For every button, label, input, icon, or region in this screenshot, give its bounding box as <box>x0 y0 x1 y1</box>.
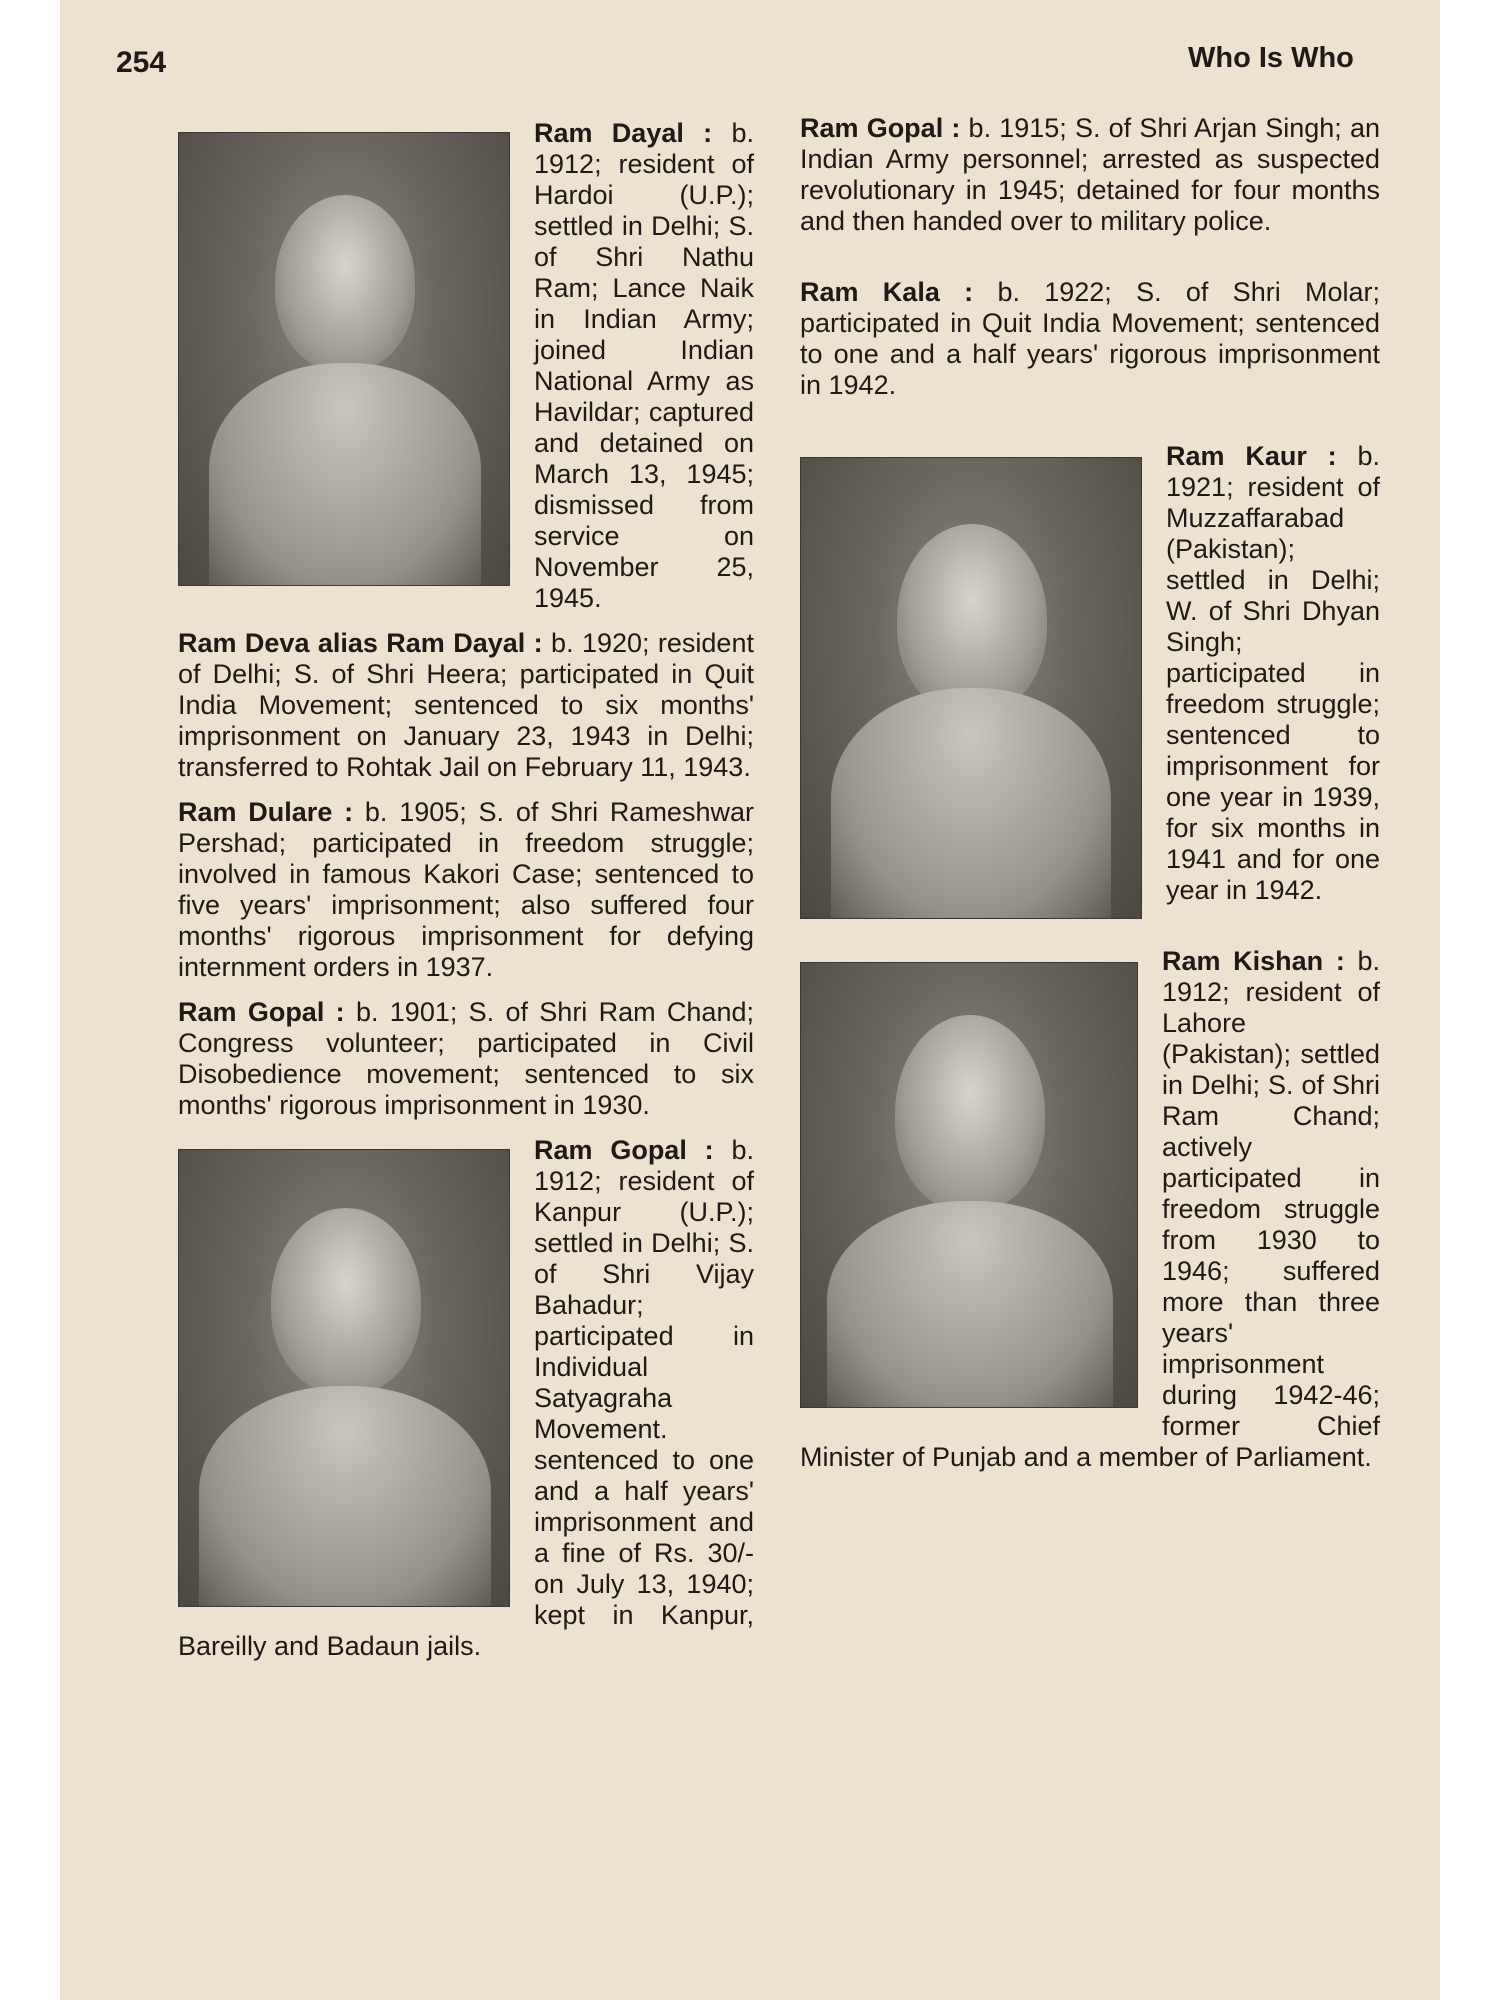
entry-name: Ram Gopal <box>534 1135 687 1165</box>
entry-name: Ram Dayal <box>534 118 684 148</box>
entry-ram-gopal-1912 <box>178 1135 754 1662</box>
entry-text: b. 1901; S. of Shri Ram Chand; Congress volunteer; participated in Civil Disobedience movement; sentenced to six months' rigorous imprisonment in 1930. <box>178 997 754 1120</box>
left-column <box>178 118 754 1662</box>
entry-ram-kaur <box>800 441 1380 906</box>
entry-ram-gopal-1915 <box>800 113 1380 237</box>
portrait-photo-ram-kaur <box>800 457 1142 919</box>
entry-ram-kala <box>800 277 1380 401</box>
running-header: Who Is Who <box>1188 42 1354 74</box>
entry-ram-dayal <box>178 118 754 614</box>
entry-text: b. 1920; resident of Delhi; S. of Shri Heera; participated in Quit India Movement; sentenced to six months' imprisonment on January 23, 1943 in Delhi; transferred to Rohtak Jail on February 11, 1943. <box>178 628 754 782</box>
portrait-head <box>897 524 1047 714</box>
portrait-head <box>895 1015 1045 1211</box>
entry-separator: : <box>704 1135 714 1165</box>
entry-name: Ram Deva alias Ram Dayal <box>178 628 526 658</box>
portrait-photo-ram-kishan <box>800 962 1138 1408</box>
portrait-body <box>831 688 1111 918</box>
entry-text: b. 1912; resident of Hardoi (U.P.); settled in Delhi; S. of Shri Nathu Ram; Lance Naik in Indian Army; joined Indian National Army as Havildar; captured and detained on March 13, 1945; dismissed from service on November 25, 1945. <box>534 118 754 613</box>
entry-separator: : <box>1327 441 1337 471</box>
entry-name: Ram Kaur <box>1166 441 1307 471</box>
portrait-head <box>275 195 415 371</box>
entry-text: b. 1912; resident of Lahore (Pakistan); settled in Delhi; S. of Shri Ram Chand; actively participated in freedom struggle from 1930 to 1946; suffered more than three years' imprisonment during 1942-46; former Chief Minister of Punjab and a member of Parliament. <box>800 946 1380 1472</box>
entry-ram-dulare <box>178 797 754 983</box>
portrait-head <box>271 1208 421 1394</box>
entry-ram-deva <box>178 628 754 783</box>
entry-separator: : <box>703 118 713 148</box>
entry-text: b. 1905; S. of Shri Rameshwar Pershad; participated in freedom struggle; involved in famous Kakori Case; sentenced to five years' imprisonment; also suffered four months' rigorous imprisonment for defying internment orders in 1937. <box>178 797 754 982</box>
entry-separator: : <box>335 997 345 1027</box>
entry-text: b. 1915; S. of Shri Arjan Singh; an Indian Army personnel; arrested as suspected revolutionary in 1945; detained for four months and then handed over to military police. <box>800 113 1380 236</box>
entry-separator: : <box>344 797 354 827</box>
entry-text: b. 1921; resident of Muzzaffarabad (Pakistan); settled in Delhi; W. of Shri Dhyan Singh; participated in freedom struggle; sentenced to imprisonment for one year in 1939, for six months in 1941 and for one year in 1942. <box>1166 441 1380 905</box>
entry-name: Ram Gopal <box>800 113 944 143</box>
entry-name: Ram Gopal <box>178 997 325 1027</box>
page-number: 254 <box>116 46 167 79</box>
entry-name: Ram Kishan <box>1162 946 1324 976</box>
entry-ram-kishan <box>800 946 1380 1473</box>
right-column <box>800 113 1380 1473</box>
entry-name: Ram Kala <box>800 277 940 307</box>
portrait-body <box>199 1386 491 1606</box>
entry-separator: : <box>964 277 974 307</box>
entry-name: Ram Dulare <box>178 797 333 827</box>
entry-text: b. 1912; resident of Kanpur (U.P.); settled in Delhi; S. of Shri Vijay Bahadur; participated in Individual Satyagraha Movement. sentenced to one and a half years' imprisonment and a fine of Rs. 30/- on July 13, 1940; kept in Kanpur, Bareilly and Badaun jails. <box>178 1135 754 1661</box>
portrait-photo-ram-dayal <box>178 132 510 586</box>
entry-text: b. 1922; S. of Shri Molar; participated in Quit India Movement; sentenced to one and a half years' rigorous imprisonment in 1942. <box>800 277 1380 400</box>
portrait-photo-ram-gopal <box>178 1149 510 1607</box>
entry-ram-gopal-1901 <box>178 997 754 1121</box>
portrait-body <box>827 1201 1113 1407</box>
entry-separator: : <box>951 113 961 143</box>
portrait-body <box>209 363 481 585</box>
entry-separator: : <box>1335 946 1345 976</box>
entry-separator: : <box>533 628 543 658</box>
